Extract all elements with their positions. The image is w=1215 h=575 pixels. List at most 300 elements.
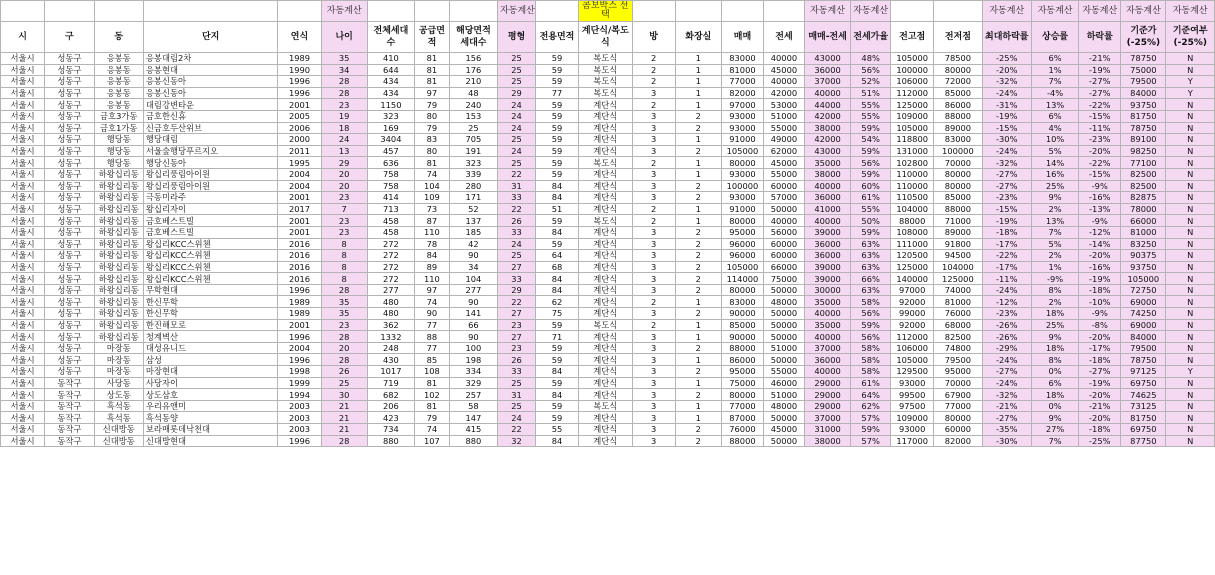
cell-max-drop[interactable]: -27% [982, 180, 1031, 192]
cell-rooms[interactable]: 3 [632, 424, 675, 436]
cell-prev-low[interactable]: 80000 [934, 64, 982, 76]
cell-hall-type[interactable]: 계단식 [579, 435, 633, 447]
cell-gap[interactable]: 40000 [804, 180, 850, 192]
cell-prev-low[interactable]: 83000 [934, 134, 982, 146]
cell-total-units[interactable]: 272 [367, 273, 414, 285]
cell-fall[interactable]: -18% [1079, 424, 1121, 436]
cell-total-units[interactable]: 169 [367, 122, 414, 134]
cell-prev-high[interactable]: 120500 [891, 250, 934, 262]
cell-exclusive-area[interactable]: 68 [535, 261, 578, 273]
cell-jeonse-ratio[interactable]: 51% [851, 87, 891, 99]
cell-rise[interactable]: 9% [1031, 192, 1078, 204]
cell-supply-area[interactable]: 80 [415, 145, 450, 157]
cell-base-flag[interactable]: N [1166, 296, 1215, 308]
cell-area-units[interactable]: 147 [449, 412, 497, 424]
cell-prev-high[interactable]: 129500 [891, 366, 934, 378]
cell-prev-low[interactable]: 94500 [934, 250, 982, 262]
cell-rise[interactable]: 7% [1031, 76, 1078, 88]
cell-prev-high[interactable]: 92000 [891, 296, 934, 308]
cell-pyeong[interactable]: 29 [498, 87, 536, 99]
cell-rooms[interactable]: 3 [632, 389, 675, 401]
cell-sale-price[interactable]: 95000 [721, 366, 763, 378]
cell-supply-area[interactable]: 104 [415, 180, 450, 192]
cell-dong[interactable]: 응봉동 [94, 99, 143, 111]
cell-gu[interactable]: 성동구 [45, 168, 94, 180]
cell-max-drop[interactable]: -21% [982, 400, 1031, 412]
cell-complex[interactable]: 왕십리풍림아이원 [143, 180, 278, 192]
cell-pyeong[interactable]: 23 [498, 342, 536, 354]
cell-max-drop[interactable]: -11% [982, 273, 1031, 285]
cell-jeonse-ratio[interactable]: 58% [851, 354, 891, 366]
cell-pyeong[interactable]: 24 [498, 412, 536, 424]
cell-rooms[interactable]: 3 [632, 412, 675, 424]
cell-pyeong[interactable]: 27 [498, 261, 536, 273]
cell-bathrooms[interactable]: 2 [675, 180, 721, 192]
cell-base-price[interactable]: 87750 [1121, 435, 1166, 447]
cell-dong[interactable]: 하왕십리동 [94, 192, 143, 204]
cell-prev-low[interactable]: 86000 [934, 99, 982, 111]
cell-si[interactable]: 서울시 [1, 400, 45, 412]
cell-prev-low[interactable]: 68000 [934, 319, 982, 331]
cell-base-price[interactable]: 82500 [1121, 180, 1166, 192]
cell-si[interactable]: 서울시 [1, 145, 45, 157]
cell-area-units[interactable]: 171 [449, 192, 497, 204]
cell-exclusive-area[interactable]: 59 [535, 168, 578, 180]
cell-area-units[interactable]: 210 [449, 76, 497, 88]
header-total-units[interactable]: 전체세대수 [367, 22, 414, 53]
cell-supply-area[interactable]: 97 [415, 87, 450, 99]
cell-rooms[interactable]: 3 [632, 273, 675, 285]
cell-base-flag[interactable]: N [1166, 226, 1215, 238]
header-gap[interactable]: 매매-전세 [804, 22, 850, 53]
cell-hall-type[interactable]: 계단식 [579, 296, 633, 308]
cell-prev-high[interactable]: 140000 [891, 273, 934, 285]
cell-gap[interactable]: 39000 [804, 261, 850, 273]
cell-bathrooms[interactable]: 2 [675, 145, 721, 157]
cell-area-units[interactable]: 137 [449, 215, 497, 227]
cell-prev-low[interactable]: 80000 [934, 180, 982, 192]
cell-hall-type[interactable]: 계단식 [579, 284, 633, 296]
cell-bathrooms[interactable]: 1 [675, 377, 721, 389]
cell-max-drop[interactable]: -24% [982, 145, 1031, 157]
header-pyeong[interactable]: 평형 [498, 22, 536, 53]
cell-rooms[interactable]: 3 [632, 250, 675, 262]
cell-gap[interactable]: 38000 [804, 122, 850, 134]
cell-prev-low[interactable]: 70000 [934, 377, 982, 389]
cell-complex[interactable]: 왕십리KCC스위첸 [143, 238, 278, 250]
cell-si[interactable]: 서울시 [1, 215, 45, 227]
cell-supply-area[interactable]: 81 [415, 76, 450, 88]
cell-base-price[interactable]: 81750 [1121, 412, 1166, 424]
cell-built-year[interactable]: 1996 [278, 284, 321, 296]
cell-rise[interactable]: 25% [1031, 180, 1078, 192]
cell-prev-high[interactable]: 99500 [891, 389, 934, 401]
cell-hall-type[interactable]: 계단식 [579, 377, 633, 389]
cell-exclusive-area[interactable]: 59 [535, 412, 578, 424]
cell-pyeong[interactable]: 24 [498, 145, 536, 157]
cell-base-price[interactable]: 78750 [1121, 53, 1166, 65]
cell-exclusive-area[interactable]: 84 [535, 284, 578, 296]
cell-max-drop[interactable]: -15% [982, 203, 1031, 215]
cell-bathrooms[interactable]: 1 [675, 87, 721, 99]
cell-si[interactable]: 서울시 [1, 261, 45, 273]
cell-fall[interactable]: -19% [1079, 64, 1121, 76]
cell-rise[interactable]: 9% [1031, 412, 1078, 424]
cell-jeonse-price[interactable]: 57000 [763, 192, 804, 204]
header-base-price[interactable]: 기준가(-25%) [1121, 22, 1166, 53]
cell-pyeong[interactable]: 25 [498, 377, 536, 389]
cell-hall-type[interactable]: 계단식 [579, 99, 633, 111]
cell-si[interactable]: 서울시 [1, 435, 45, 447]
cell-fall[interactable]: -19% [1079, 273, 1121, 285]
cell-built-year[interactable]: 1996 [278, 435, 321, 447]
cell-jeonse-ratio[interactable]: 50% [851, 215, 891, 227]
cell-built-year[interactable]: 1989 [278, 308, 321, 320]
cell-jeonse-price[interactable]: 45000 [763, 64, 804, 76]
cell-prev-high[interactable]: 125000 [891, 99, 934, 111]
cell-age[interactable]: 24 [321, 134, 367, 146]
cell-rooms[interactable]: 3 [632, 261, 675, 273]
cell-pyeong[interactable]: 29 [498, 284, 536, 296]
cell-pyeong[interactable]: 24 [498, 99, 536, 111]
cell-si[interactable]: 서울시 [1, 99, 45, 111]
cell-sale-price[interactable]: 97000 [721, 99, 763, 111]
cell-gap[interactable]: 36000 [804, 192, 850, 204]
cell-base-flag[interactable]: N [1166, 261, 1215, 273]
cell-prev-high[interactable]: 109000 [891, 412, 934, 424]
cell-base-price[interactable]: 75000 [1121, 64, 1166, 76]
cell-complex[interactable]: 삼성 [143, 354, 278, 366]
cell-jeonse-price[interactable]: 75000 [763, 273, 804, 285]
cell-prev-high[interactable]: 105000 [891, 53, 934, 65]
cell-built-year[interactable]: 2004 [278, 180, 321, 192]
cell-base-price[interactable]: 84000 [1121, 331, 1166, 343]
cell-supply-area[interactable]: 81 [415, 157, 450, 169]
cell-supply-area[interactable]: 110 [415, 226, 450, 238]
cell-complex[interactable]: 보라매롯데낙천대 [143, 424, 278, 436]
cell-gu[interactable]: 동작구 [45, 424, 94, 436]
cell-hall-type[interactable]: 복도식 [579, 215, 633, 227]
cell-total-units[interactable]: 323 [367, 110, 414, 122]
cell-fall[interactable]: -18% [1079, 354, 1121, 366]
cell-rooms[interactable]: 3 [632, 354, 675, 366]
cell-pyeong[interactable]: 32 [498, 435, 536, 447]
cell-base-price[interactable]: 93750 [1121, 261, 1166, 273]
cell-total-units[interactable]: 1150 [367, 99, 414, 111]
cell-sale-price[interactable]: 96000 [721, 238, 763, 250]
cell-rooms[interactable]: 3 [632, 87, 675, 99]
cell-bathrooms[interactable]: 1 [675, 76, 721, 88]
cell-area-units[interactable]: 104 [449, 273, 497, 285]
cell-max-drop[interactable]: -27% [982, 366, 1031, 378]
cell-exclusive-area[interactable]: 59 [535, 400, 578, 412]
cell-gu[interactable]: 성동구 [45, 261, 94, 273]
cell-area-units[interactable]: 705 [449, 134, 497, 146]
cell-bathrooms[interactable]: 2 [675, 424, 721, 436]
cell-pyeong[interactable]: 25 [498, 76, 536, 88]
cell-exclusive-area[interactable]: 84 [535, 192, 578, 204]
cell-si[interactable]: 서울시 [1, 354, 45, 366]
cell-prev-high[interactable]: 104000 [891, 203, 934, 215]
header-complex[interactable]: 단지 [143, 22, 278, 53]
cell-si[interactable]: 서울시 [1, 273, 45, 285]
cell-hall-type[interactable]: 복도식 [579, 157, 633, 169]
cell-fall[interactable]: -23% [1079, 134, 1121, 146]
cell-rise[interactable]: 0% [1031, 400, 1078, 412]
cell-base-flag[interactable]: Y [1166, 366, 1215, 378]
cell-fall[interactable]: -9% [1079, 215, 1121, 227]
cell-exclusive-area[interactable]: 71 [535, 331, 578, 343]
cell-base-flag[interactable]: N [1166, 342, 1215, 354]
cell-built-year[interactable]: 1998 [278, 366, 321, 378]
cell-max-drop[interactable]: -19% [982, 110, 1031, 122]
cell-max-drop[interactable]: -27% [982, 168, 1031, 180]
cell-jeonse-ratio[interactable]: 56% [851, 157, 891, 169]
cell-hall-type[interactable]: 계단식 [579, 250, 633, 262]
cell-gu[interactable]: 성동구 [45, 331, 94, 343]
cell-jeonse-price[interactable]: 46000 [763, 377, 804, 389]
cell-age[interactable]: 20 [321, 342, 367, 354]
cell-hall-type[interactable]: 계단식 [579, 273, 633, 285]
cell-sale-price[interactable]: 90000 [721, 331, 763, 343]
cell-exclusive-area[interactable]: 77 [535, 87, 578, 99]
cell-age[interactable]: 23 [321, 226, 367, 238]
cell-sale-price[interactable]: 114000 [721, 273, 763, 285]
cell-exclusive-area[interactable]: 51 [535, 203, 578, 215]
cell-supply-area[interactable]: 79 [415, 412, 450, 424]
cell-base-price[interactable]: 79500 [1121, 342, 1166, 354]
cell-pyeong[interactable]: 27 [498, 331, 536, 343]
cell-rooms[interactable]: 3 [632, 308, 675, 320]
cell-prev-low[interactable]: 88000 [934, 203, 982, 215]
cell-total-units[interactable]: 636 [367, 157, 414, 169]
cell-rooms[interactable]: 3 [632, 366, 675, 378]
cell-rise[interactable]: 16% [1031, 168, 1078, 180]
cell-age[interactable]: 7 [321, 203, 367, 215]
cell-prev-low[interactable]: 100000 [934, 145, 982, 157]
cell-total-units[interactable]: 1332 [367, 331, 414, 343]
cell-rise[interactable]: 18% [1031, 342, 1078, 354]
cell-fall[interactable]: -27% [1079, 76, 1121, 88]
cell-jeonse-price[interactable]: 55000 [763, 168, 804, 180]
cell-area-units[interactable]: 415 [449, 424, 497, 436]
cell-pyeong[interactable]: 25 [498, 134, 536, 146]
cell-area-units[interactable]: 25 [449, 122, 497, 134]
cell-sale-price[interactable]: 86000 [721, 354, 763, 366]
cell-supply-area[interactable]: 77 [415, 319, 450, 331]
cell-rooms[interactable]: 2 [632, 76, 675, 88]
cell-built-year[interactable]: 1996 [278, 76, 321, 88]
cell-max-drop[interactable]: -27% [982, 412, 1031, 424]
cell-hall-type[interactable]: 계단식 [579, 366, 633, 378]
cell-jeonse-ratio[interactable]: 58% [851, 366, 891, 378]
cell-max-drop[interactable]: -23% [982, 192, 1031, 204]
cell-age[interactable]: 19 [321, 110, 367, 122]
cell-complex[interactable]: 왕십리풍림아이원 [143, 168, 278, 180]
cell-rise[interactable]: 2% [1031, 203, 1078, 215]
cell-prev-low[interactable]: 89000 [934, 226, 982, 238]
cell-age[interactable]: 35 [321, 296, 367, 308]
cell-hall-type[interactable]: 계단식 [579, 226, 633, 238]
cell-base-price[interactable]: 69000 [1121, 296, 1166, 308]
cell-fall[interactable]: -21% [1079, 400, 1121, 412]
cell-area-units[interactable]: 66 [449, 319, 497, 331]
header-age[interactable]: 나이 [321, 22, 367, 53]
cell-base-flag[interactable]: N [1166, 250, 1215, 262]
cell-prev-high[interactable]: 125000 [891, 261, 934, 273]
cell-sale-price[interactable]: 82000 [721, 87, 763, 99]
cell-area-units[interactable]: 100 [449, 342, 497, 354]
cell-rooms[interactable]: 2 [632, 99, 675, 111]
cell-exclusive-area[interactable]: 59 [535, 377, 578, 389]
cell-si[interactable]: 서울시 [1, 319, 45, 331]
cell-max-drop[interactable]: -31% [982, 99, 1031, 111]
cell-pyeong[interactable]: 25 [498, 157, 536, 169]
cell-supply-area[interactable]: 107 [415, 435, 450, 447]
cell-base-price[interactable]: 69000 [1121, 319, 1166, 331]
cell-prev-low[interactable]: 91800 [934, 238, 982, 250]
cell-supply-area[interactable]: 74 [415, 296, 450, 308]
cell-hall-type[interactable]: 복도식 [579, 400, 633, 412]
cell-prev-high[interactable]: 109000 [891, 110, 934, 122]
cell-bathrooms[interactable]: 1 [675, 53, 721, 65]
cell-built-year[interactable]: 1996 [278, 331, 321, 343]
cell-dong[interactable]: 마장동 [94, 342, 143, 354]
cell-built-year[interactable]: 1989 [278, 53, 321, 65]
cell-complex[interactable]: 행당신동아 [143, 157, 278, 169]
cell-gu[interactable]: 동작구 [45, 435, 94, 447]
cell-prev-low[interactable]: 88000 [934, 110, 982, 122]
cell-base-flag[interactable]: N [1166, 412, 1215, 424]
cell-pyeong[interactable]: 26 [498, 354, 536, 366]
cell-jeonse-ratio[interactable]: 59% [851, 319, 891, 331]
cell-rise[interactable]: 5% [1031, 145, 1078, 157]
cell-prev-high[interactable]: 97000 [891, 284, 934, 296]
cell-built-year[interactable]: 2005 [278, 110, 321, 122]
cell-rise[interactable]: 8% [1031, 354, 1078, 366]
cell-bathrooms[interactable]: 1 [675, 134, 721, 146]
cell-gu[interactable]: 성동구 [45, 366, 94, 378]
cell-supply-area[interactable]: 77 [415, 342, 450, 354]
cell-total-units[interactable]: 682 [367, 389, 414, 401]
cell-age[interactable]: 20 [321, 168, 367, 180]
cell-supply-area[interactable]: 87 [415, 215, 450, 227]
cell-complex[interactable]: 한신무학 [143, 296, 278, 308]
cell-si[interactable]: 서울시 [1, 389, 45, 401]
cell-max-drop[interactable]: -32% [982, 389, 1031, 401]
cell-rooms[interactable]: 3 [632, 168, 675, 180]
tag-base-flag[interactable]: 자동계산 [1166, 1, 1215, 22]
cell-prev-high[interactable]: 92000 [891, 319, 934, 331]
cell-age[interactable]: 28 [321, 87, 367, 99]
cell-age[interactable]: 18 [321, 122, 367, 134]
cell-rooms[interactable]: 3 [632, 134, 675, 146]
cell-total-units[interactable]: 430 [367, 354, 414, 366]
cell-jeonse-price[interactable]: 48000 [763, 296, 804, 308]
cell-prev-low[interactable]: 78500 [934, 53, 982, 65]
cell-dong[interactable]: 응봉동 [94, 53, 143, 65]
cell-pyeong[interactable]: 23 [498, 319, 536, 331]
cell-rise[interactable]: -4% [1031, 87, 1078, 99]
cell-complex[interactable]: 응봉대림2차 [143, 53, 278, 65]
cell-total-units[interactable]: 458 [367, 215, 414, 227]
cell-sale-price[interactable]: 93000 [721, 192, 763, 204]
cell-built-year[interactable]: 2011 [278, 145, 321, 157]
cell-complex[interactable]: 금호한신휴 [143, 110, 278, 122]
cell-gap[interactable]: 41000 [804, 203, 850, 215]
cell-base-flag[interactable]: N [1166, 180, 1215, 192]
cell-complex[interactable]: 신금호두산위브 [143, 122, 278, 134]
cell-max-drop[interactable]: -24% [982, 284, 1031, 296]
header-rise[interactable]: 상승률 [1031, 22, 1078, 53]
cell-gap[interactable]: 35000 [804, 157, 850, 169]
cell-age[interactable]: 23 [321, 192, 367, 204]
cell-base-price[interactable]: 81750 [1121, 110, 1166, 122]
cell-supply-area[interactable]: 84 [415, 250, 450, 262]
cell-fall[interactable]: -22% [1079, 157, 1121, 169]
cell-area-units[interactable]: 48 [449, 87, 497, 99]
cell-jeonse-price[interactable]: 60000 [763, 250, 804, 262]
cell-hall-type[interactable]: 계단식 [579, 203, 633, 215]
cell-complex[interactable]: 한진해모로 [143, 319, 278, 331]
cell-jeonse-ratio[interactable]: 56% [851, 64, 891, 76]
cell-fall[interactable]: -20% [1079, 412, 1121, 424]
cell-max-drop[interactable]: -35% [982, 424, 1031, 436]
cell-bathrooms[interactable]: 1 [675, 354, 721, 366]
cell-prev-low[interactable]: 72000 [934, 76, 982, 88]
cell-pyeong[interactable]: 24 [498, 238, 536, 250]
cell-base-price[interactable]: 69750 [1121, 424, 1166, 436]
cell-age[interactable]: 28 [321, 354, 367, 366]
cell-prev-high[interactable]: 106000 [891, 76, 934, 88]
cell-fall[interactable]: -10% [1079, 296, 1121, 308]
cell-bathrooms[interactable]: 2 [675, 122, 721, 134]
cell-max-drop[interactable]: -30% [982, 134, 1031, 146]
cell-hall-type[interactable]: 계단식 [579, 168, 633, 180]
cell-gu[interactable]: 성동구 [45, 250, 94, 262]
cell-sale-price[interactable]: 93000 [721, 122, 763, 134]
cell-built-year[interactable]: 2001 [278, 215, 321, 227]
cell-gu[interactable]: 동작구 [45, 400, 94, 412]
cell-rise[interactable]: 25% [1031, 319, 1078, 331]
cell-base-price[interactable]: 78000 [1121, 203, 1166, 215]
cell-si[interactable]: 서울시 [1, 366, 45, 378]
cell-fall[interactable]: -20% [1079, 389, 1121, 401]
cell-exclusive-area[interactable]: 84 [535, 226, 578, 238]
cell-total-units[interactable]: 734 [367, 424, 414, 436]
cell-hall-type[interactable]: 계단식 [579, 238, 633, 250]
cell-hall-type[interactable]: 복도식 [579, 319, 633, 331]
cell-prev-high[interactable]: 112000 [891, 87, 934, 99]
tag-gap[interactable]: 자동계산 [804, 1, 850, 22]
cell-total-units[interactable]: 248 [367, 342, 414, 354]
cell-jeonse-ratio[interactable]: 61% [851, 377, 891, 389]
cell-rooms[interactable]: 2 [632, 157, 675, 169]
cell-gu[interactable]: 성동구 [45, 134, 94, 146]
cell-sale-price[interactable]: 90000 [721, 308, 763, 320]
cell-gu[interactable]: 성동구 [45, 319, 94, 331]
cell-jeonse-price[interactable]: 48000 [763, 400, 804, 412]
cell-fall[interactable]: -9% [1079, 180, 1121, 192]
cell-hall-type[interactable]: 복도식 [579, 53, 633, 65]
cell-sale-price[interactable]: 105000 [721, 261, 763, 273]
cell-bathrooms[interactable]: 1 [675, 400, 721, 412]
cell-area-units[interactable]: 185 [449, 226, 497, 238]
cell-sale-price[interactable]: 93000 [721, 168, 763, 180]
cell-complex[interactable]: 왕십리자이 [143, 203, 278, 215]
cell-sale-price[interactable]: 76000 [721, 424, 763, 436]
cell-dong[interactable]: 행당동 [94, 134, 143, 146]
